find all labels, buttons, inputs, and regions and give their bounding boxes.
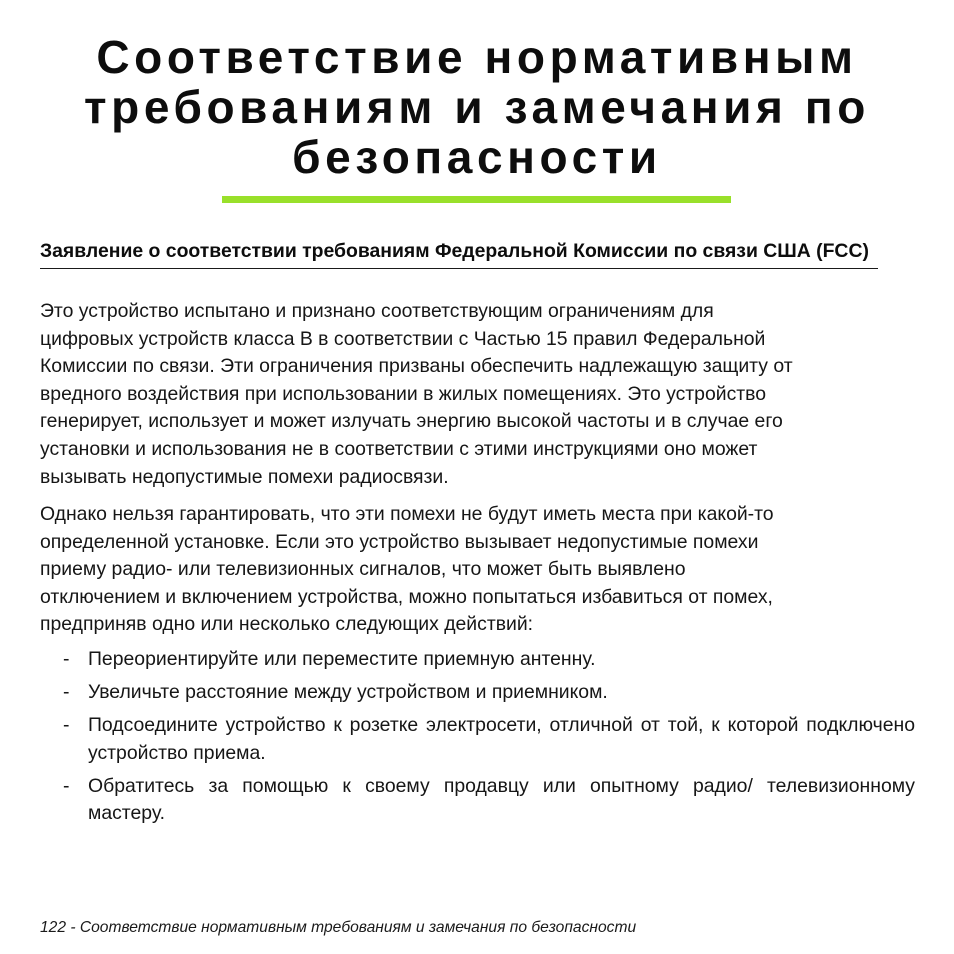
list-item-text: Подсоедините устройство к розетке электросети, отличной от той, к которой подключено устройство приема. [88,714,915,764]
page-footer: 122 - Соответствие нормативным требованиям и замечания по безопасности [40,919,637,936]
paragraph-line: Однако нельзя гарантировать, что эти помехи не будут иметь места при какой-то [40,503,774,525]
fcc-paragraph-2 [40,501,920,639]
list-item-text: Обратитесь за помощью к своему продавцу или опытному радио/ телевизионному мастеру. [88,774,915,825]
paragraph-line: предприняв одно или несколько следующих действий: [40,613,534,636]
list-item [40,773,915,828]
paragraph-line: Это устройство испытано и признано соответствующим ограничениям для [40,300,714,322]
list-dash-marker: - [63,714,70,737]
list-item [40,679,915,707]
page-title-line: безопасности [292,131,662,183]
page-title-line: требованиям и замечания по [84,81,870,133]
title-accent-rule [222,196,731,203]
fcc-section-heading: Заявление о соответствии требованиям Федеральной Комиссии по связи США (FCC) [40,238,878,269]
fcc-paragraph-1 [40,298,920,491]
list-item-text: Переориентируйте или переместите приемную антенну. [88,648,596,670]
paragraph-line: Комиссии по связи. Эти ограничения призваны обеспечить надлежащую защиту от [40,355,793,378]
paragraph-line: определенной установке. Если это устройство вызывает недопустимые помехи [40,530,759,553]
page-title [30,32,924,182]
list-dash-marker: - [63,681,70,704]
corrective-actions-list [40,646,915,834]
list-item [40,646,915,674]
paragraph-line: вредного воздействия при использовании в жилых помещениях. Это устройство [40,382,767,405]
list-dash-marker: - [63,648,70,670]
paragraph-line: отключением и включением устройства, можно попытаться избавиться от помех, [40,585,773,608]
list-item-text: Увеличьте расстояние между устройством и приемником. [88,681,608,704]
list-item [40,712,915,767]
paragraph-line: цифровых устройств класса B в соответствии с Частью 15 правил Федеральной [40,327,766,350]
paragraph-line: приему радио- или телевизионных сигналов, что может быть выявлено [40,558,686,581]
page-title-line: Соответствие нормативным [96,31,858,83]
list-dash-marker: - [63,774,70,797]
paragraph-line: установки и использования не в соответствии с этими инструкциями оно может [40,437,758,460]
paragraph-line: вызывать недопустимые помехи радиосвязи. [40,465,449,488]
paragraph-line: генерирует, использует и может излучать энергию высокой частоты и в случае его [40,410,783,433]
